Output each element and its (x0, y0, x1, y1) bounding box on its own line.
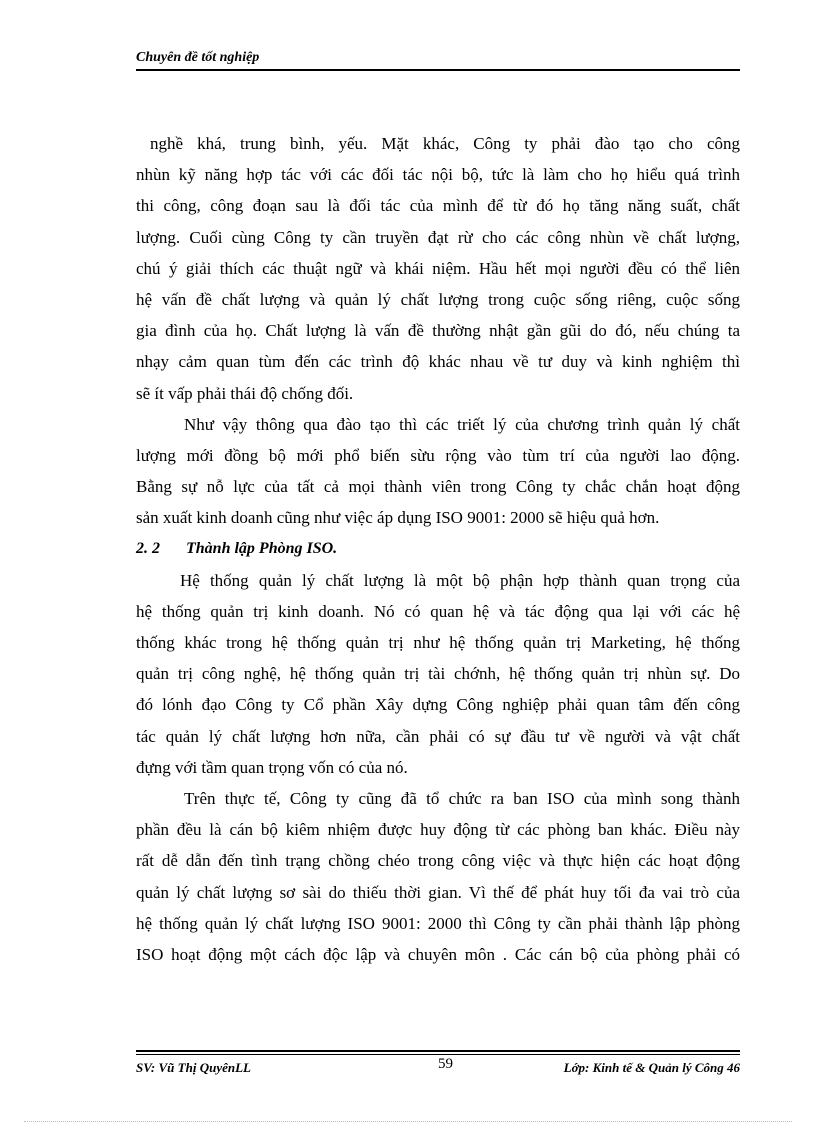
text-line: rất dễ dẫn đến tình trạng chồng chéo trong công việc và thực hiện các hoạt động (136, 851, 740, 871)
text-line: hệ vấn đề chất lượng và quản lý chất lượng trong cuộc sống riêng, cuộc sống (136, 289, 740, 309)
text-line: quản lý chất lượng sơ sài do thiếu thời gian. Vì thế để phát huy tối đa vai trò của (136, 882, 740, 902)
text-line: nhạy cảm quan tùm đến các trình độ khác nhau về tư duy và kinh nghiệm thì (136, 352, 740, 372)
text-line: Trên thực tế, Công ty cũng đã tổ chức ra ban ISO của mình song thành (184, 788, 740, 808)
footer-class: Lớp: Kinh tế & Quản lý Công 46 (563, 1060, 740, 1075)
text-line: nhùn kỹ năng hợp tác với các đối tác nội bộ, tức là làm cho họ hiểu quá trình (136, 165, 740, 185)
header-title: Chuyên đề tốt nghiệp (136, 50, 260, 65)
text-line: nghề khá, trung bình, yếu. Mặt khác, Công ty phải đào tạo cho công (150, 134, 740, 153)
text-line: gia đình của họ. Chất lượng là vấn đề thường nhật gần gũi do đó, nếu chúng ta (136, 321, 740, 341)
text-line: hệ thống quản trị kinh doanh. Nó có quan hệ và tác động qua lại với các hệ (136, 601, 740, 621)
text-line: đựng với tầm quan trọng vốn có của nó. (136, 757, 408, 777)
text-line: Như vậy thông qua đào tạo thì các triết lý của chương trình quản lý chất (184, 414, 740, 434)
text-line: sẽ ít vấp phải thái độ chống đối. (136, 383, 354, 403)
paragraph-2 (136, 409, 740, 534)
text-line: đó lónh đạo Công ty Cổ phần Xây dựng Công nghiệp phải quan tâm đến công (136, 695, 740, 715)
text-line: Bằng sự nỗ lực của tất cả mọi thành viên trong Công ty chắc chắn hoạt động (136, 477, 740, 497)
paragraph-3 (136, 565, 740, 783)
paragraph-4 (136, 783, 740, 970)
page-edge-divider (24, 1121, 792, 1122)
page-footer (136, 1050, 740, 1080)
text-line: thi công, công đoạn sau là đối tác của mình để từ đó họ tăng năng suất, chất (136, 196, 740, 216)
section-number: 2. 2 (136, 540, 160, 558)
text-line: hệ thống quản lý chất lượng ISO 9001: 2000 thì Công ty cần phải thành lập phòng (136, 913, 740, 933)
footer-rule (136, 1050, 740, 1052)
footer-rule (136, 1054, 740, 1055)
text-line: lượng mới đồng bộ mới phổ biến sừu rộng vào tùm trí của người lao động. (136, 445, 740, 465)
text-line: sản xuất kinh doanh cũng như việc áp dụng ISO 9001: 2000 sẽ hiệu quả hơn. (136, 508, 660, 528)
section-heading (136, 533, 740, 564)
text-line: ISO hoạt động một cách độc lập và chuyên môn . Các cán bộ của phòng phải có (136, 944, 740, 964)
text-line: chú ý giải thích các thuật ngữ và khái niệm. Hầu hết mọi người đều có thể liên (136, 258, 740, 278)
page-number: 59 (438, 1056, 453, 1072)
text-line: phần đều là cán bộ kiêm nhiệm được huy động từ các phòng ban khác. Điều này (136, 820, 740, 840)
text-line: Hệ thống quản lý chất lượng là một bộ phận hợp thành quan trọng của (180, 570, 740, 590)
document-body (136, 128, 740, 970)
paragraph-1 (136, 128, 740, 409)
text-line: thống khác trong hệ thống quản trị như hệ thống quản trị Marketing, hệ thống (136, 633, 740, 652)
page-header (136, 49, 740, 71)
footer-student: SV: Vũ Thị QuyênLL (136, 1060, 251, 1075)
text-line: lượng. Cuối cùng Công ty cần truyền đạt rừ cho các công nhùn về chất lượng, (136, 227, 740, 247)
text-line: tác quản lý chất lượng hơn nữa, cần phải có sự đầu tư về người và vật chất (136, 726, 740, 746)
text-line: quản trị công nghệ, hệ thống quản trị tài chớnh, hệ thống quản trị nhùn sự. Do (136, 664, 740, 684)
section-title: Thành lập Phòng ISO. (186, 540, 338, 558)
